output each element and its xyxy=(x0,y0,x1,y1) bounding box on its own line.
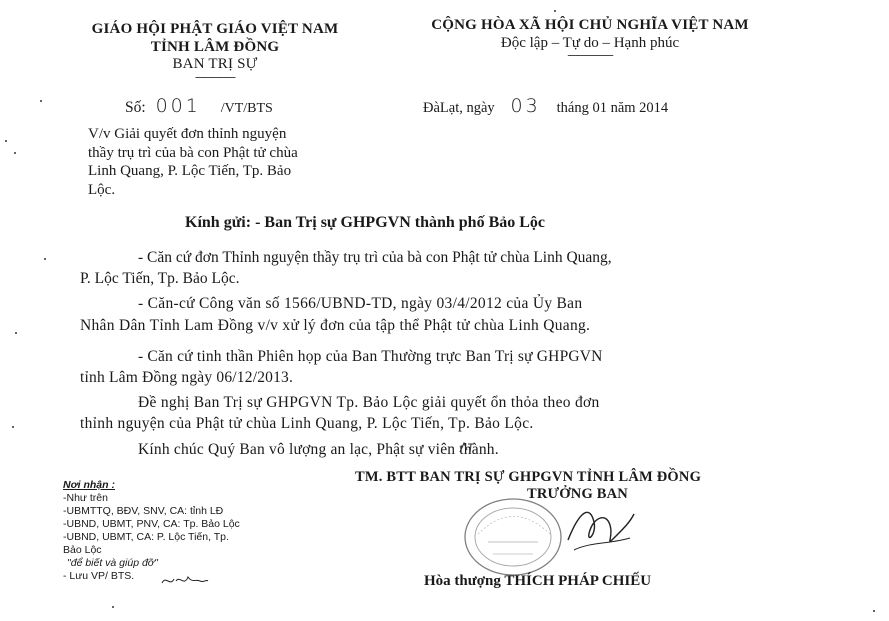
scan-speck xyxy=(5,140,7,142)
scan-speck xyxy=(112,606,114,608)
paragraph-line: - Căn cứ đơn Thỉnh nguyện thầy trụ trì của bà con Phật tử chùa Linh Quang, xyxy=(138,249,612,266)
paragraph-line: Nhân Dân Tỉnh Lam Đồng v/v xử lý đơn của tập thể Phật tử chùa Linh Quang. xyxy=(80,317,591,334)
subject-line: Linh Quang, P. Lộc Tiến, Tp. Bảo xyxy=(88,163,292,179)
recipient-item: "để biết và giúp đỡ" xyxy=(67,557,158,569)
date-prefix: ĐàLạt, ngày xyxy=(423,100,495,116)
scan-speck xyxy=(12,426,14,428)
recipient-item: - Lưu VP/ BTS. xyxy=(63,570,135,582)
recipient-item: -UBMTTQ, BĐV, SNV, CA: tỉnh LĐ xyxy=(63,505,224,517)
scan-speck xyxy=(554,10,556,12)
scan-speck xyxy=(873,610,875,612)
scan-speck xyxy=(40,100,42,102)
left-header-line1: GIÁO HỘI PHẬT GIÁO VIỆT NAM xyxy=(91,21,339,37)
paragraph-line: tỉnh Lâm Đồng ngày 06/12/2013. xyxy=(80,369,294,386)
handwritten-mark xyxy=(458,440,476,456)
recipient-item: -UBND, UBMT, CA: P. Lộc Tiến, Tp. xyxy=(63,531,229,543)
closing-line: Kính chúc Quý Ban vô lượng an lạc, Phật sự viên thành. xyxy=(138,441,499,458)
scan-speck xyxy=(14,152,16,154)
ref-suffix: /VT/BTS xyxy=(220,101,273,116)
left-header-line2: TỈNH LÂM ĐỒNG xyxy=(150,39,280,55)
recipient-item: Bảo Lộc xyxy=(63,544,102,556)
left-header-province xyxy=(70,39,360,56)
paragraph-line: - Căn-cứ Công văn số 1566/UBND-TD, ngày 03/4/2012 của Ủy Ban xyxy=(138,295,583,312)
ref-label: Số: xyxy=(125,99,146,116)
date-suffix: tháng 01 năm 2014 xyxy=(556,100,669,116)
handwritten-initials xyxy=(160,573,210,589)
right-header-country: CỘNG HÒA XÃ HỘI CHỦ NGHĨA VIỆT NAM xyxy=(431,17,749,33)
signature-name: Hòa thượng THÍCH PHÁP CHIẾU xyxy=(424,573,652,589)
paragraph-line: Đề nghị Ban Trị sự GHPGVN Tp. Bảo Lộc giải quyết ổn thỏa theo đơn xyxy=(138,394,600,411)
signature-title: TRƯỞNG BAN xyxy=(527,486,628,502)
paragraph-line: P. Lộc Tiến, Tp. Bảo Lộc. xyxy=(80,270,240,287)
paragraph-line: thỉnh nguyện của Phật tử chùa Linh Quang, P. Lộc Tiến, Tp. Bảo Lộc. xyxy=(80,415,534,432)
paragraph-line: - Căn cứ tinh thần Phiên họp của Ban Thường trực Ban Trị sự GHPGVN xyxy=(138,348,603,365)
subject-line: V/v Giải quyết đơn thỉnh nguyện xyxy=(88,126,287,142)
recipients-title: Nơi nhận : xyxy=(63,479,115,491)
paragraph-3 xyxy=(80,346,603,388)
recipient-item: -Như trên xyxy=(63,492,108,504)
subject-line: thầy trụ trì của bà con Phật tử chùa xyxy=(88,144,298,161)
paragraph-1 xyxy=(80,247,612,289)
left-header-rule: --------------- xyxy=(195,71,235,83)
subject-block xyxy=(88,125,298,199)
official-seal-stamp xyxy=(458,494,568,580)
date-line xyxy=(423,95,668,117)
ref-number xyxy=(125,95,273,117)
recipient-line: Kính gửi: - Ban Trị sự GHPGVN thành phố Bảo Lộc xyxy=(185,214,546,231)
right-header-motto: Độc lập – Tự do – Hạnh phúc xyxy=(500,35,680,51)
recipients-block xyxy=(63,479,240,583)
left-header-org xyxy=(70,21,360,38)
handwritten-signature xyxy=(560,500,640,560)
right-header-rule: ----------------- xyxy=(567,49,613,61)
scan-speck xyxy=(44,258,46,260)
recipient-item: -UBND, UBMT, PNV, CA: Tp. Bảo Lộc xyxy=(63,518,240,530)
date-handwritten-day: 03 xyxy=(510,95,541,117)
signature-org: TM. BTT BAN TRỊ SỰ GHPGVN TỈNH LÂM ĐỒNG xyxy=(355,469,702,485)
left-header-line3: BAN TRỊ SỰ xyxy=(172,56,258,72)
ref-handwritten-number: 001 xyxy=(155,95,201,117)
paragraph-2 xyxy=(80,293,590,337)
paragraph-4 xyxy=(80,392,600,434)
scan-speck xyxy=(15,332,17,334)
subject-line: Lộc. xyxy=(88,181,116,198)
